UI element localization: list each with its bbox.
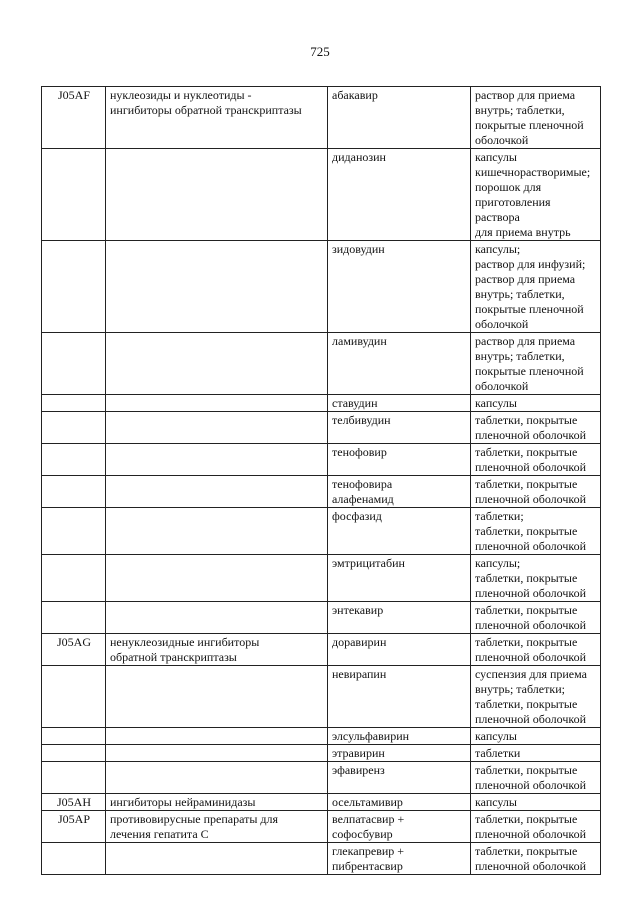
dosage-form-cell: капсулы — [471, 794, 601, 811]
group-name-cell — [106, 333, 328, 395]
dosage-form-cell: таблетки — [471, 745, 601, 762]
dosage-form-cell: таблетки, покрытые пленочной оболочкой — [471, 476, 601, 508]
group-name-cell — [106, 241, 328, 333]
table-row — [42, 508, 601, 555]
drug-name-cell: фосфазид — [328, 508, 471, 555]
atc-code-cell — [42, 745, 106, 762]
table-row — [42, 728, 601, 745]
atc-code-cell: J05AP — [42, 811, 106, 843]
table-row — [42, 395, 601, 412]
group-name-cell — [106, 508, 328, 555]
drug-name-cell: диданозин — [328, 149, 471, 241]
table-row — [42, 87, 601, 149]
group-name-cell — [106, 728, 328, 745]
table-row — [42, 555, 601, 602]
atc-code-cell — [42, 241, 106, 333]
drug-name-cell: тенофовир — [328, 444, 471, 476]
atc-code-cell — [42, 508, 106, 555]
dosage-form-cell: таблетки, покрытые пленочной оболочкой — [471, 444, 601, 476]
drug-name-cell: элсульфавирин — [328, 728, 471, 745]
drug-table-body — [42, 87, 601, 875]
atc-code-cell — [42, 602, 106, 634]
atc-code-cell — [42, 666, 106, 728]
group-name-cell — [106, 412, 328, 444]
atc-code-cell — [42, 444, 106, 476]
drug-name-cell: телбивудин — [328, 412, 471, 444]
group-name-cell — [106, 602, 328, 634]
table-row — [42, 476, 601, 508]
drug-name-cell: ставудин — [328, 395, 471, 412]
group-name-cell: ингибиторы нейраминидазы — [106, 794, 328, 811]
table-row — [42, 762, 601, 794]
drug-name-cell: велпатасвир + софосбувир — [328, 811, 471, 843]
drug-name-cell: эфавиренз — [328, 762, 471, 794]
dosage-form-cell: таблетки; таблетки, покрытые пленочной оболочкой — [471, 508, 601, 555]
dosage-form-cell: таблетки, покрытые пленочной оболочкой — [471, 843, 601, 875]
group-name-cell — [106, 555, 328, 602]
drug-name-cell: глекапревир + пибрентасвир — [328, 843, 471, 875]
drug-name-cell: ламивудин — [328, 333, 471, 395]
dosage-form-cell: капсулы — [471, 395, 601, 412]
atc-code-cell: J05AF — [42, 87, 106, 149]
atc-code-cell — [42, 555, 106, 602]
drug-name-cell: осельтамивир — [328, 794, 471, 811]
atc-code-cell — [42, 412, 106, 444]
table-row — [42, 794, 601, 811]
dosage-form-cell: капсулы — [471, 728, 601, 745]
drug-name-cell: эмтрицитабин — [328, 555, 471, 602]
dosage-form-cell: таблетки, покрытые пленочной оболочкой — [471, 811, 601, 843]
atc-code-cell — [42, 476, 106, 508]
group-name-cell — [106, 149, 328, 241]
atc-code-cell — [42, 843, 106, 875]
group-name-cell — [106, 666, 328, 728]
group-name-cell — [106, 745, 328, 762]
dosage-form-cell: раствор для приема внутрь; таблетки, покрытые пленочной оболочкой — [471, 87, 601, 149]
dosage-form-cell: суспензия для приема внутрь; таблетки; таблетки, покрытые пленочной оболочкой — [471, 666, 601, 728]
atc-code-cell — [42, 762, 106, 794]
drug-name-cell: абакавир — [328, 87, 471, 149]
group-name-cell: нуклеозиды и нуклеотиды - ингибиторы обратной транскриптазы — [106, 87, 328, 149]
dosage-form-cell: капсулы; раствор для инфузий; раствор для приема внутрь; таблетки, покрытые пленочной оболочкой — [471, 241, 601, 333]
table-row — [42, 602, 601, 634]
atc-code-cell — [42, 149, 106, 241]
table-row — [42, 444, 601, 476]
page-number: 725 — [310, 44, 330, 59]
group-name-cell: противовирусные препараты для лечения гепатита С — [106, 811, 328, 843]
drug-name-cell: этравирин — [328, 745, 471, 762]
group-name-cell — [106, 476, 328, 508]
dosage-form-cell: таблетки, покрытые пленочной оболочкой — [471, 634, 601, 666]
dosage-form-cell: таблетки, покрытые пленочной оболочкой — [471, 762, 601, 794]
drug-name-cell: зидовудин — [328, 241, 471, 333]
table-row — [42, 745, 601, 762]
table-row — [42, 241, 601, 333]
dosage-form-cell: раствор для приема внутрь; таблетки, покрытые пленочной оболочкой — [471, 333, 601, 395]
atc-code-cell — [42, 728, 106, 745]
group-name-cell: ненуклеозидные ингибиторы обратной транскриптазы — [106, 634, 328, 666]
group-name-cell — [106, 395, 328, 412]
atc-code-cell — [42, 395, 106, 412]
drug-name-cell: невирапин — [328, 666, 471, 728]
table-row — [42, 811, 601, 843]
drug-name-cell: тенофовира алафенамид — [328, 476, 471, 508]
group-name-cell — [106, 762, 328, 794]
atc-code-cell: J05AG — [42, 634, 106, 666]
dosage-form-cell: капсулы кишечнорастворимые; порошок для приготовления раствора для приема внутрь — [471, 149, 601, 241]
dosage-form-cell: таблетки, покрытые пленочной оболочкой — [471, 412, 601, 444]
table-row — [42, 843, 601, 875]
dosage-form-cell: капсулы; таблетки, покрытые пленочной оболочкой — [471, 555, 601, 602]
drug-name-cell: энтекавир — [328, 602, 471, 634]
table-row — [42, 412, 601, 444]
table-row — [42, 149, 601, 241]
drug-table — [41, 86, 601, 875]
group-name-cell — [106, 444, 328, 476]
atc-code-cell — [42, 333, 106, 395]
table-row — [42, 666, 601, 728]
group-name-cell — [106, 843, 328, 875]
drug-name-cell: доравирин — [328, 634, 471, 666]
dosage-form-cell: таблетки, покрытые пленочной оболочкой — [471, 602, 601, 634]
table-row — [42, 333, 601, 395]
table-row — [42, 634, 601, 666]
atc-code-cell: J05AH — [42, 794, 106, 811]
